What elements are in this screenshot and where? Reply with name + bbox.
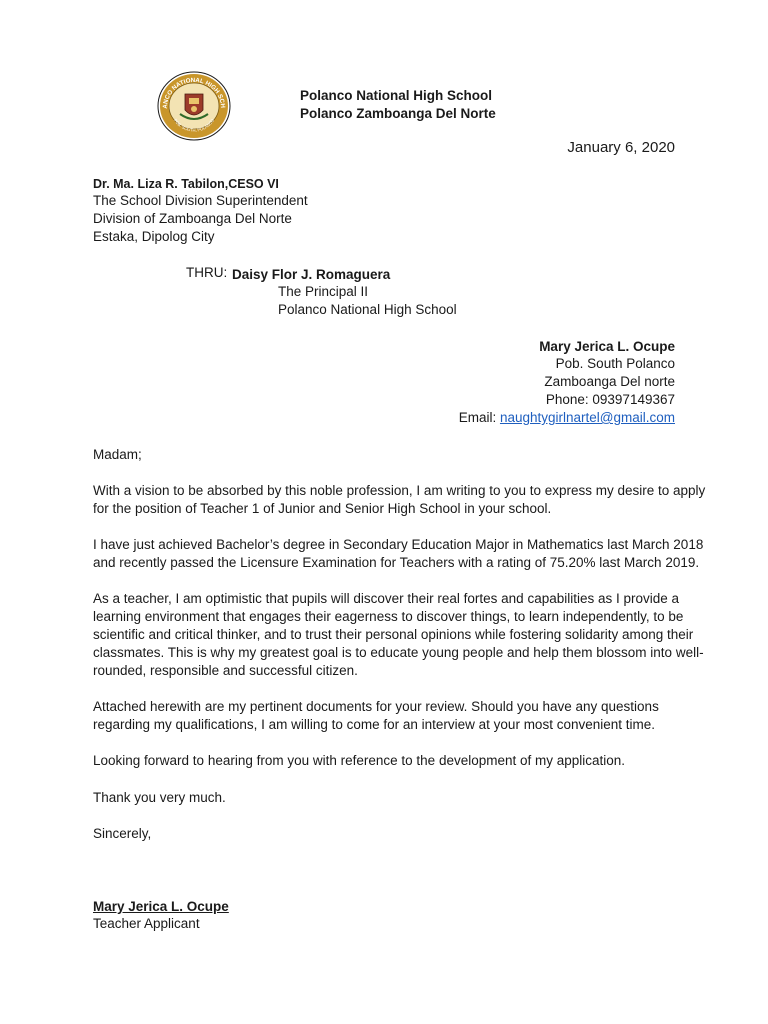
signature-name: Mary Jerica L. Ocupe	[93, 899, 229, 914]
paragraph-line: learning environment that engages their eagerness to discover things, to learn independently, to be	[93, 609, 684, 624]
paragraph-teaching-philosophy	[93, 590, 704, 680]
recipient-address: Estaka, Dipolog City	[93, 229, 215, 244]
logo-ring-text: ANCO NATIONAL HIGH SCH	[161, 76, 227, 109]
paragraph-line: With a vision to be absorbed by this noble profession, I am writing to you to express my desire to apply	[93, 483, 706, 498]
recipient-name: Dr. Ma. Liza R. Tabilon,CESO VI	[93, 177, 279, 191]
paragraph-line: rounded, responsible and successful citizen.	[93, 663, 358, 678]
sender-phone: Phone: 09397149367	[545, 392, 675, 407]
paragraph-looking-forward	[93, 752, 683, 770]
paragraph-line: As a teacher, I am optimistic that pupils will discover their real fortes and capabilities as I provide a	[93, 591, 680, 606]
paragraph-attachments	[93, 698, 683, 734]
sender-name: Mary Jerica L. Ocupe	[539, 339, 675, 354]
school-seal-icon	[156, 70, 232, 142]
recipient-division: Division of Zamboanga Del Norte	[93, 211, 292, 226]
school-name-header: Polanco National High School	[300, 88, 493, 103]
letter-date: January 6, 2020	[567, 139, 675, 156]
paragraph-line: Looking forward to hearing from you with reference to the development of my application.	[93, 753, 626, 768]
paragraph-qualifications	[93, 536, 704, 572]
sender-email-label: Email:	[458, 410, 500, 425]
closing: Sincerely,	[93, 826, 152, 841]
thru-school: Polanco National High School	[278, 302, 457, 317]
sender-email-line	[459, 409, 675, 427]
logo-ring-bottom-text: POB. SOUTH, POLANCO	[172, 117, 216, 133]
paragraph-thanks	[93, 789, 683, 807]
paragraph-line: Thank you very much.	[93, 790, 226, 805]
thru-name: Daisy Flor J. Romaguera	[232, 267, 391, 282]
salutation: Madam;	[93, 447, 142, 462]
paragraph-line: classmates. This is why my greatest goal is to educate young people and help them blossom into well-	[93, 645, 704, 660]
paragraph-vision	[93, 482, 706, 518]
paragraph-line: scientific and critical thinker, and to trust their personal opinions while fostering solidarity among their	[93, 627, 694, 642]
school-address-header: Polanco Zamboanga Del Norte	[300, 106, 496, 121]
sender-address1: Pob. South Polanco	[555, 356, 675, 371]
paragraph-line: I have just achieved Bachelor’s degree in Secondary Education Major in Mathematics last March 2018	[93, 537, 704, 552]
school-logo	[156, 70, 232, 142]
signature-title: Teacher Applicant	[93, 916, 200, 931]
paragraph-line: and recently passed the Licensure Examination for Teachers with a rating of 75.20% last March 2019.	[93, 555, 700, 570]
paragraph-line: regarding my qualifications, I am willing to come for an interview at your most convenient time.	[93, 717, 655, 732]
thru-label: THRU:	[186, 265, 228, 280]
recipient-title: The School Division Superintendent	[93, 193, 308, 208]
paragraph-line: for the position of Teacher 1 of Junior and Senior High School in your school.	[93, 501, 552, 516]
sender-email-link[interactable]: naughtygirlnartel@gmail.com	[499, 410, 675, 425]
sender-address2: Zamboanga Del norte	[544, 374, 675, 389]
paragraph-line: Attached herewith are my pertinent documents for your review. Should you have any questions	[93, 699, 659, 714]
thru-title: The Principal II	[278, 284, 369, 299]
